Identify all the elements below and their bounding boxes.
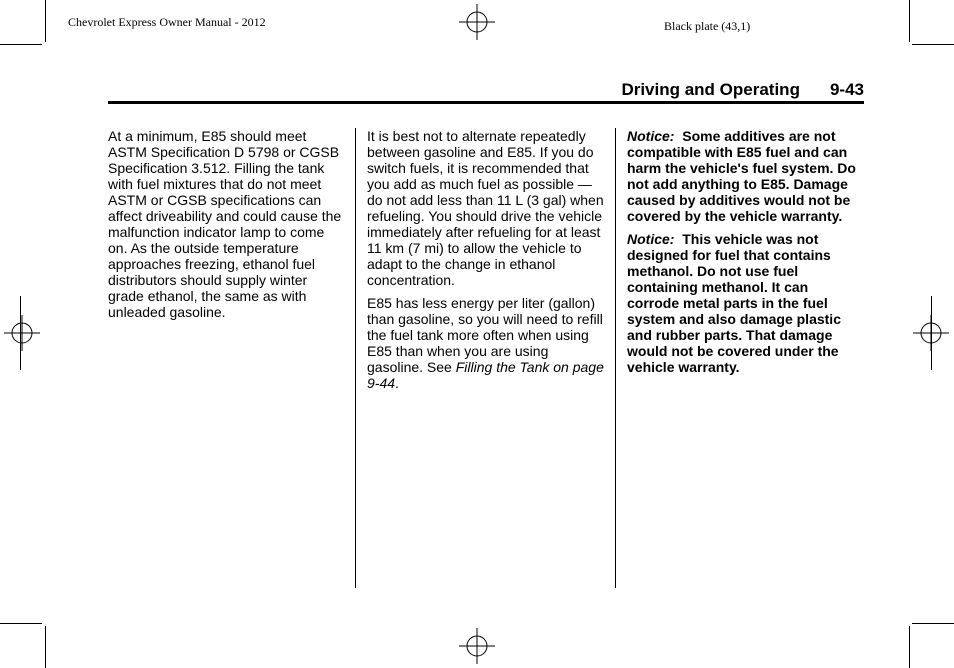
crop-mark [20, 296, 21, 370]
crop-mark [0, 44, 42, 45]
column-1 [108, 128, 344, 327]
notice-text: This vehicle was not designed for fuel that contains methanol. Do not use fuel containing methanol. It can corrode metal parts in the fuel system and also damage plastic and rubber parts. That damage would not be covered under the vehicle warranty. [627, 231, 841, 375]
section-header [621, 80, 864, 100]
paragraph-text: . [395, 375, 399, 391]
registration-mark-icon [4, 315, 40, 351]
print-header-right: Black plate (43,1) [664, 19, 751, 33]
section-title: Driving and Operating [621, 80, 800, 99]
crop-mark [0, 623, 42, 624]
notice-label: Notice: [627, 231, 675, 247]
column-3 [627, 128, 863, 382]
crop-mark [912, 44, 954, 45]
cross-reference-link[interactable]: Filling the Tank on page 9‑44 [367, 359, 604, 391]
crop-mark [912, 623, 954, 624]
column-divider [355, 128, 356, 588]
header-rule [108, 101, 864, 104]
notice-text: Some additives are not compatible with E85 fuel and can harm the vehicle's fuel system. Do not add anything to E85. Damage caused by additives would not be covered by the vehicle warranty. [627, 128, 856, 224]
crop-mark [909, 0, 910, 42]
notice [627, 231, 863, 375]
column-divider [615, 128, 616, 588]
page-number: 9-43 [829, 80, 864, 99]
paragraph: It is best not to alternate repeatedly between gasoline and E85. If you do switch fuels, it is recommended that you add as much fuel as possible — do not add less than 11 L (3 gal) when refueling. You should drive the vehicle immediately after refueling for at least 11 km (7 mi) to allow the vehicle to adapt to the change in ethanol concentration. [367, 128, 604, 288]
notice-label: Notice: [627, 128, 675, 144]
column-2 [367, 128, 607, 398]
crop-mark [45, 0, 46, 42]
notice [627, 128, 863, 224]
registration-mark-icon [459, 628, 495, 664]
print-header-left: Chevrolet Express Owner Manual - 2012 [68, 15, 266, 29]
paragraph [367, 295, 607, 391]
paragraph-text: E85 has less energy per liter (gallon) than gasoline, so you will need to refill the fuel tank more often when using E85 than when you are using gasoline. See [367, 295, 603, 375]
crop-mark [909, 626, 910, 668]
crop-mark [931, 296, 932, 370]
paragraph: At a minimum, E85 should meet ASTM Specification D 5798 or CGSB Specification 3.512. Filling the tank with fuel mixtures that do not meet ASTM or CGSB specifications can affect driveability and could cause the malfunction indicator lamp to come on. As the outside temperature approaches freezing, ethanol fuel distributors should supply winter grade ethanol, the same as with unleaded gasoline. [108, 128, 342, 320]
crop-mark [45, 626, 46, 668]
registration-mark-icon [459, 4, 495, 40]
